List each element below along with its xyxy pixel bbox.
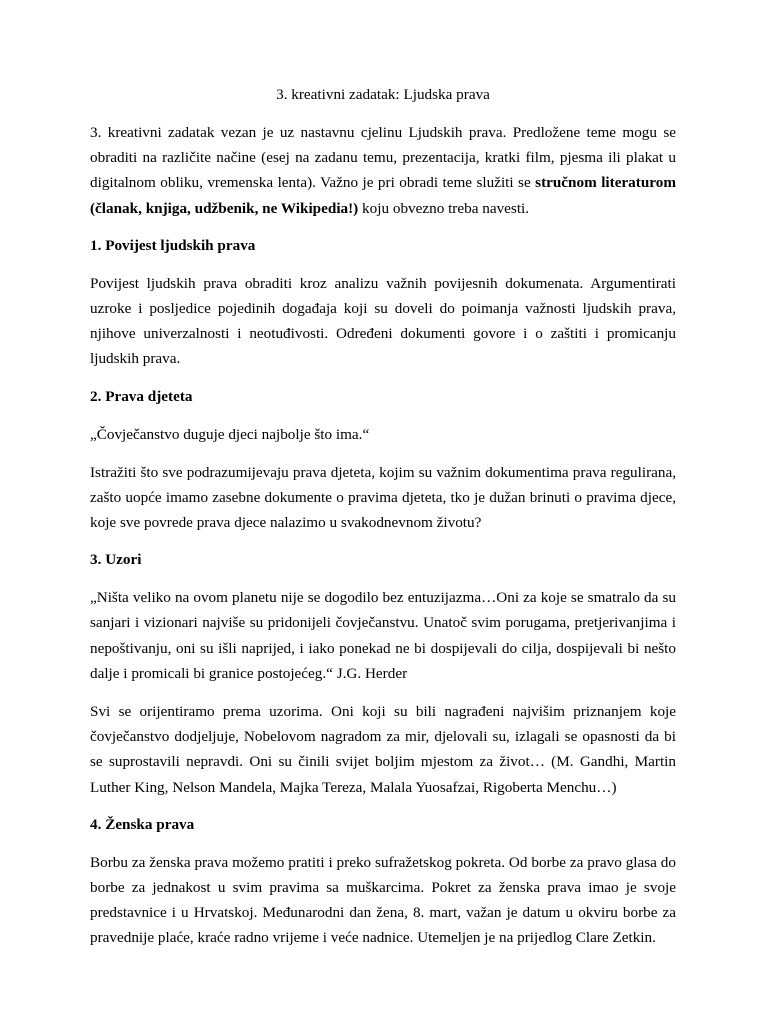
intro-bold-text: stručnom literaturom (članak, knjiga, udžbenik, ne Wikipedia!) bbox=[90, 174, 676, 217]
intro-text-end: koju obvezno treba navesti. bbox=[358, 199, 530, 217]
section-heading-history: 1. Povijest ljudskih prava bbox=[90, 236, 256, 254]
section-heading-child-rights: 2. Prava djeteta bbox=[90, 387, 193, 405]
intro-paragraph bbox=[90, 120, 676, 221]
section-text-history: Povijest ljudskih prava obraditi kroz analizu važnih povijesnih dokumenata. Argumentirati uzroke i posljedice pojedinih događaja koji su doveli do poimanja važnosti ljudskih prava, njihove univerzalnosti i neotuđivosti. Određeni dokumenti govore i o zaštiti i promicanju ljudskih prava. bbox=[90, 274, 676, 368]
section-text-role-models: Svi se orijentiramo prema uzorima. Oni koji su bili nagrađeni najvišim priznanjem koje čovječanstvo dodjeljuje, Nobelovom nagradom za mir, djelovali su, izlagali se opasnosti da bi se suprostavili nepravdi. Oni su činili svijet boljim mjestom za život… (M. Gandhi, Martin Luther King, Nelson Mandela, Majka Tereza, Malala Yuosafzai, Rigoberta Menchu…) bbox=[90, 703, 676, 796]
section-quote-child-rights: „Čovječanstvo duguje djeci najbolje što ima.“ bbox=[90, 425, 370, 443]
section-heading-role-models: 3. Uzori bbox=[90, 551, 142, 569]
section-text-women-rights: Borbu za ženska prava možemo pratiti i preko sufražetskog pokreta. Od borbe za pravo glasa do borbe za jednakost u svim pravima sa muškarcima. Pokret za ženska prava imao je svoje predstavnice i u Hrvatskoj. Međunarodni dan žena, 8. mart, važan je datum u okviru borbe za pravednije plaće, kraće radno vrijeme i veće nadnice. Utemeljen je na prijedlog Clare Zetkin. bbox=[90, 853, 676, 947]
section-text-child-rights: Istražiti što sve podrazumijevaju prava djeteta, kojim su važnim dokumentima prava regulirana, zašto uopće imamo zasebne dokumente o pravima djeteta, tko je dužan brinuti o pravima djece, koje sve povrede prava djece nalazimo u svakodnevnom životu? bbox=[90, 463, 676, 532]
section-heading-women-rights: 4. Ženska prava bbox=[90, 815, 195, 833]
document-body bbox=[90, 83, 676, 964]
intro-text-start: 3. kreativni zadatak vezan je uz nastavnu cjelinu Ljudskih prava. Predložene teme mogu se obraditi na različite načine (esej na zadanu temu, prezentacija, kratki film, pjesma ili plakat u digitalnom obliku, vremenska lenta). Važno je pri obradi teme služiti se bbox=[90, 124, 676, 192]
document-title: 3. kreativni zadatak: Ljudska prava bbox=[276, 86, 490, 103]
section-quote-role-models: „Ništa veliko na ovom planetu nije se dogodilo bez entuzijazma…Oni za koje se smatralo da su sanjari i vizionari najviše su pridonijeli čovječanstvu. Unatoč svim porugama, pretjerivanjima i nepoštivanju, oni su išli naprijed, i iako ponekad ne bi dospijevali do cilja, dospijevali bi nešto dalje i promicali bi granice postojećeg.“ J.G. Herder bbox=[90, 589, 676, 682]
